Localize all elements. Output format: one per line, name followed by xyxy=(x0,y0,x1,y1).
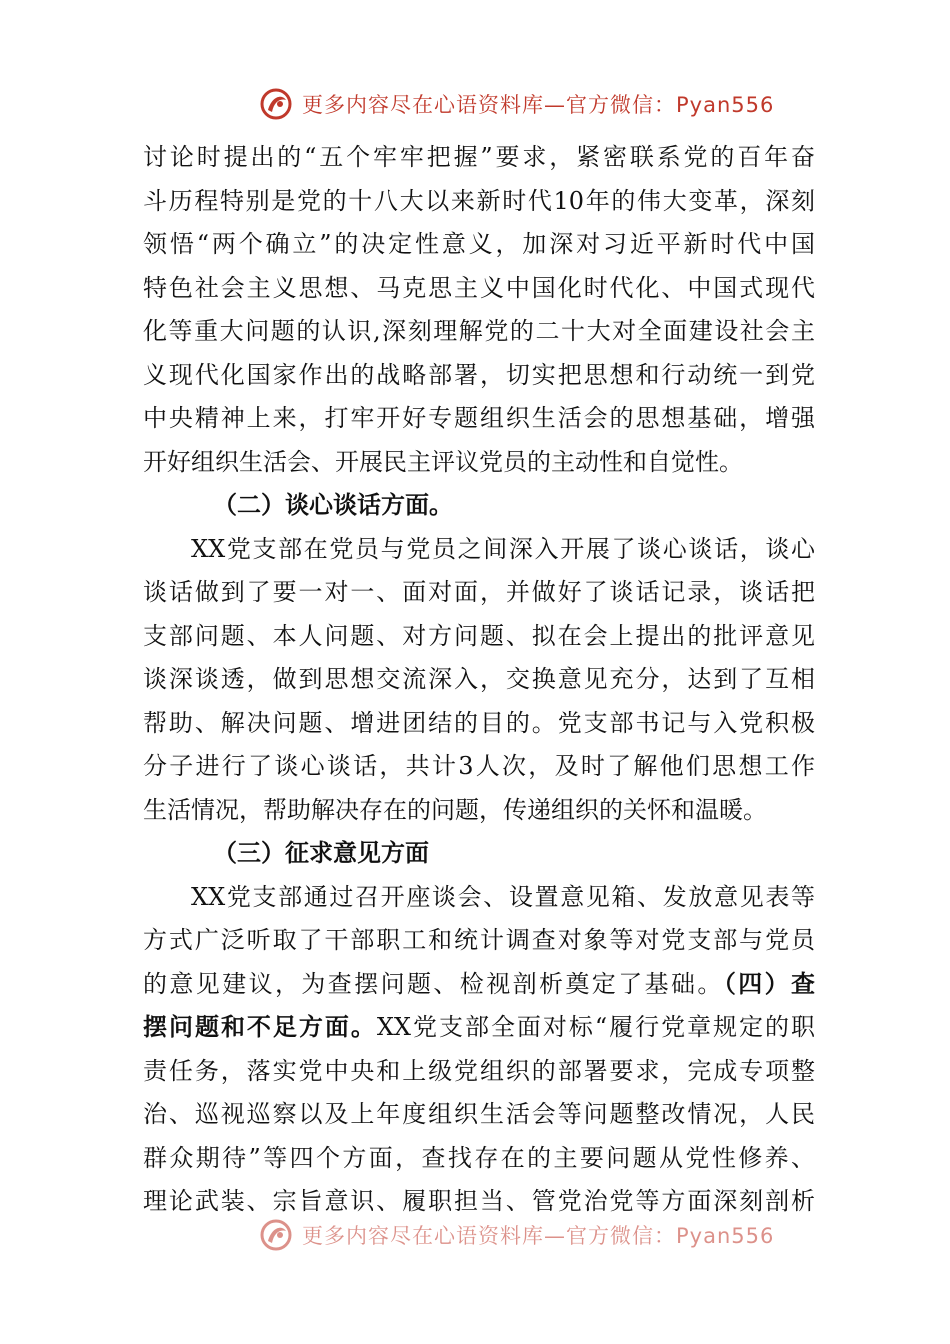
text-line: 理论武装、宗旨意识、履职担当、管党治党等方面深刻剖析 xyxy=(143,1187,815,1215)
header-watermark-banner xyxy=(258,84,774,124)
inline-heading-part1: （四）查 xyxy=(723,969,815,998)
text-line: XX党支部在党员与党员之间深入开展了谈心谈话，谈心 xyxy=(191,534,815,563)
section-heading-talks: （二）谈心谈话方面。 xyxy=(213,491,453,519)
text-line: 特色社会主义思想、马克思主义中国化时代化、中国式现代 xyxy=(143,273,815,302)
footer-banner-text: 更多内容尽在心语资料库—官方微信：Pyan556 xyxy=(302,1224,775,1248)
text-line-mixed xyxy=(143,963,815,1007)
text-line: 义现代化国家作出的战略部署，切实把思想和行动统一到党 xyxy=(143,360,815,389)
text-line: 责任务，落实党中央和上级党组织的部署要求，完成专项整 xyxy=(143,1056,815,1085)
inline-heading-part2: 摆问题和不足方面。 xyxy=(143,1013,377,1041)
text-line: 开好组织生活会、开展民主评议党员的主动性和自觉性。 xyxy=(143,447,743,476)
section-heading-opinions: （三）征求意见方面 xyxy=(213,839,429,867)
text-line: 谈深谈透，做到思想交流深入，交换意见充分，达到了互相 xyxy=(143,665,815,693)
header-banner-text: 更多内容尽在心语资料库—官方微信：Pyan556 xyxy=(302,93,775,117)
text-segment: 的意见建议，为查摆问题、检视剖析奠定了基础。 xyxy=(143,969,724,998)
brand-logo-icon xyxy=(258,86,294,122)
footer-watermark-banner xyxy=(258,1215,774,1255)
document-body xyxy=(143,136,815,1224)
text-line: 帮助、解决问题、增进团结的目的。党支部书记与入党积极 xyxy=(143,708,815,737)
text-line: 分子进行了谈心谈话，共计3人次，及时了解他们思想工作 xyxy=(143,752,815,780)
text-line: 斗历程特别是党的十八大以来新时代10年的伟大变革，深刻 xyxy=(143,186,815,215)
text-line: 生活情况，帮助解决存在的问题，传递组织的关怀和温暖。 xyxy=(143,795,767,824)
brand-logo-icon xyxy=(258,1217,294,1253)
text-line: XX党支部通过召开座谈会、设置意见箱、发放意见表等 xyxy=(191,882,815,911)
text-line: 化等重大问题的认识,深刻理解党的二十大对全面建设社会主 xyxy=(143,317,815,345)
text-line-mixed xyxy=(143,1006,815,1050)
text-line: 讨论时提出的“五个牢牢把握”要求，紧密联系党的百年奋 xyxy=(143,143,815,171)
text-line: 领悟“两个确立”的决定性意义，加深对习近平新时代中国 xyxy=(143,230,815,258)
text-line: 治、巡视巡察以及上年度组织生活会等问题整改情况，人民 xyxy=(143,1100,815,1128)
text-segment: XX党支部全面对标“履行党章规定的职 xyxy=(376,1013,815,1041)
text-line: 方式广泛听取了干部职工和统计调查对象等对党支部与党员 xyxy=(143,926,815,954)
text-line: 中央精神上来，打牢开好专题组织生活会的思想基础，增强 xyxy=(143,404,815,432)
text-line: 支部问题、本人问题、对方问题、拟在会上提出的批评意见 xyxy=(143,621,815,650)
text-line: 谈话做到了要一对一、面对面，并做好了谈话记录，谈话把 xyxy=(143,578,815,606)
text-line: 群众期待”等四个方面，查找存在的主要问题从党性修养、 xyxy=(143,1143,815,1172)
